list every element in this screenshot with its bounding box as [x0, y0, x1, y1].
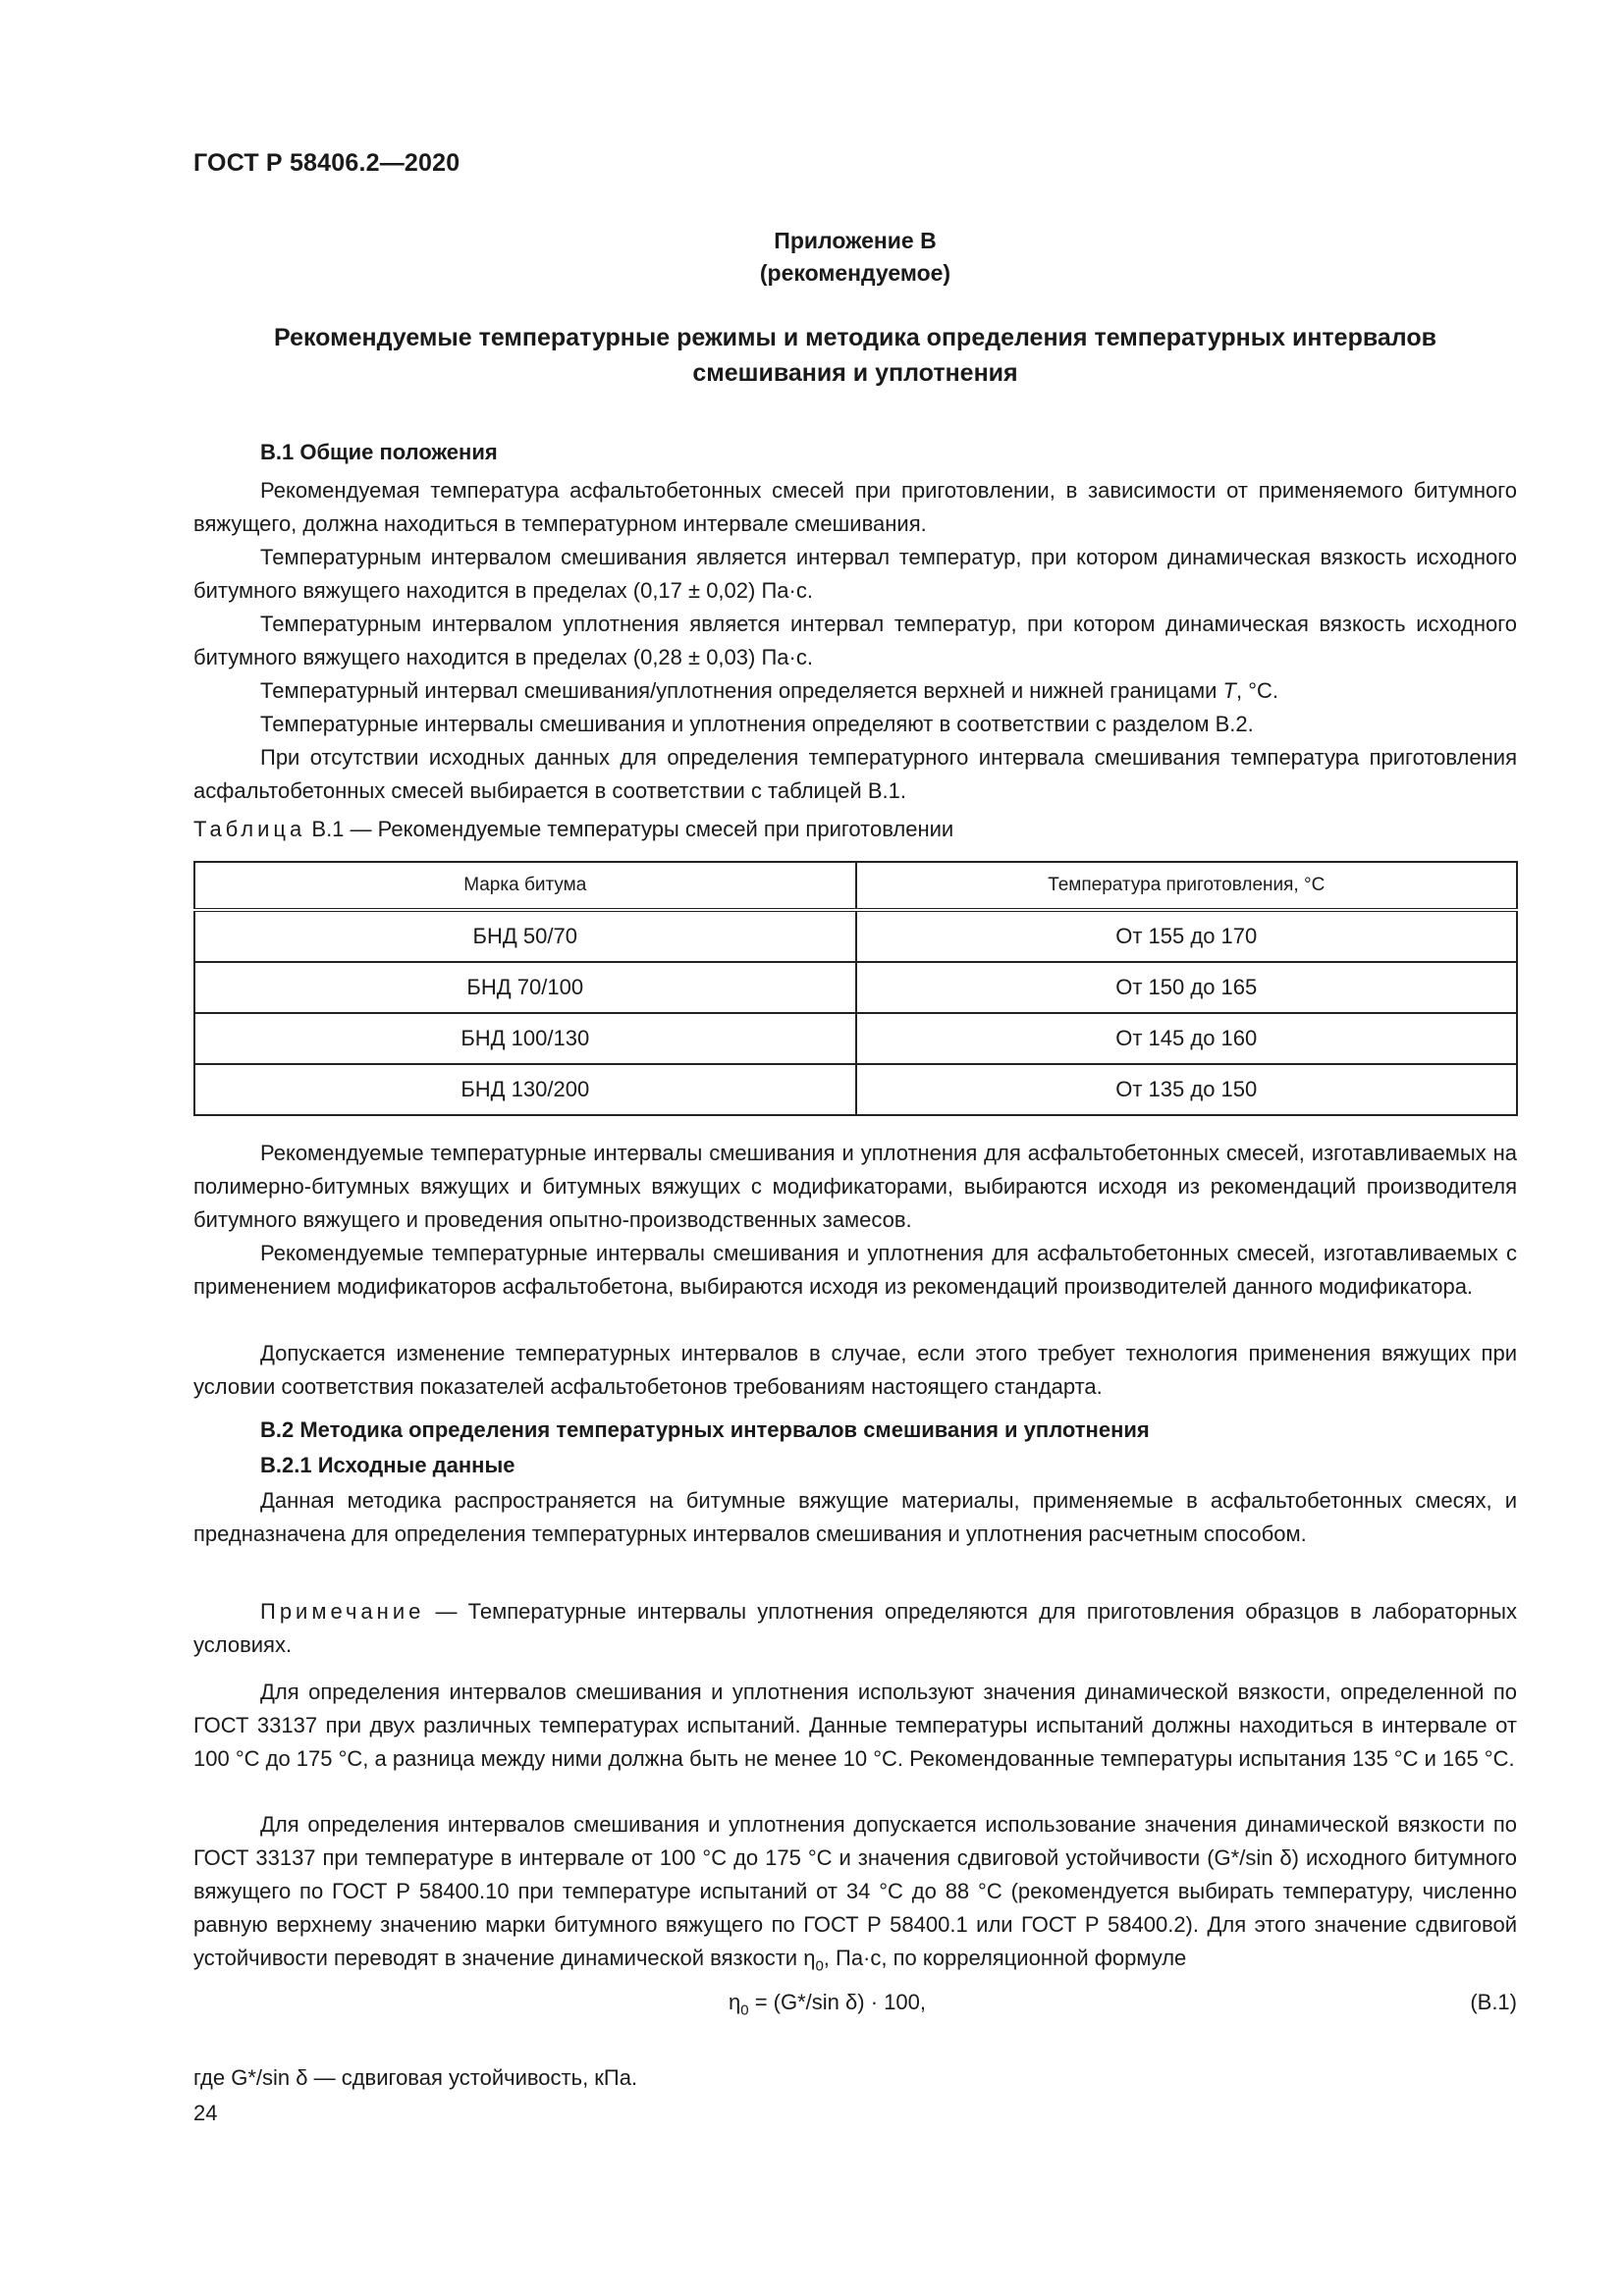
formula-eta-subscript: 0	[740, 2002, 749, 2019]
appendix-title: Приложение В	[774, 228, 937, 253]
after-table-paragraph-2: Рекомендуемые температурные интервалы смешивания и уплотнения для асфальтобетонных смесей, изготавливаемых с применением модификаторов асфальтобетона, выбираются исходя из рекомендаций производителей данного модификатора.	[193, 1241, 1517, 1299]
table-row	[194, 1013, 1517, 1064]
b1-paragraph-2: Температурным интервалом смешивания является интервал температур, при котором динамическая вязкость исходного битумного вяжущего находится в пределах (0,17 ± 0,02) Па·с.	[193, 545, 1517, 603]
section-b2-1-heading: В.2.1 Исходные данные	[260, 1453, 515, 1477]
document-header-code: ГОСТ Р 58406.2—2020	[193, 149, 460, 177]
table-caption	[193, 817, 953, 842]
document-title-line-1: Рекомендуемые температурные режимы и методика определения температурных интервалов	[274, 324, 1436, 351]
b1-paragraph-1: Рекомендуемая температура асфальтобетонных смесей при приготовлении, в зависимости от применяемого битумного вяжущего, должна находиться в температурном интервале смешивания.	[193, 478, 1517, 536]
appendix-status: (рекомендуемое)	[759, 260, 951, 286]
b1-paragraph-4-text: Температурный интервал смешивания/уплотнения определяется верхней и нижней границами	[260, 678, 1218, 703]
b1-paragraph-5: Температурные интервалы смешивания и уплотнения определяют в соответствии с разделом В.2.	[260, 712, 1254, 736]
table-row	[194, 962, 1517, 1013]
bitumen-temperature-table	[193, 861, 1518, 1116]
formula-number: (В.1)	[1470, 1990, 1517, 2014]
table-header-row	[194, 862, 1517, 910]
b2-paragraph-3-tail: , Па·с, по корреляционной формуле	[823, 1946, 1187, 1970]
cell-bitumen-grade: БНД 100/130	[194, 1013, 856, 1064]
column-header-bitumen-grade: Марка битума	[194, 862, 856, 910]
temperature-symbol: T	[1222, 678, 1236, 703]
note-label: Примечание	[260, 1599, 425, 1624]
cell-temperature: От 145 до 160	[856, 1013, 1518, 1064]
b2-paragraph-2: Для определения интервалов смешивания и уплотнения используют значения динамической вязкости, определенной по ГОСТ 33137 при двух различных температурах испытаний. Данные температуры испытаний должны находиться в интервале от 100 °С до 175 °С, а разница между ними должна быть не менее 10 °С. Рекомендованные температуры испытания 135 °С и 165 °С.	[193, 1680, 1517, 1771]
cell-bitumen-grade: БНД 70/100	[194, 962, 856, 1013]
after-table-paragraph-3: Допускается изменение температурных интервалов в случае, если этого требует технология применения вяжущих при условии соответствия показателей асфальтобетонов требованиям настоящего стандарта.	[193, 1341, 1517, 1399]
table-caption-label: Таблица	[193, 817, 306, 841]
document-title-line-2: смешивания и уплотнения	[692, 359, 1018, 387]
cell-bitumen-grade: БНД 50/70	[194, 910, 856, 962]
cell-temperature: От 150 до 165	[856, 962, 1518, 1013]
formula-rhs: = (G*/sin δ) · 100,	[748, 1990, 926, 2014]
b2-paragraph-1: Данная методика распространяется на битумные вяжущие материалы, применяемые в асфальтобетонных смесях, и предназначена для определения температурных интервалов смешивания и уплотнения расчетным способом.	[193, 1488, 1517, 1546]
b2-note	[193, 1595, 1517, 1662]
page-number: 24	[193, 2101, 218, 2125]
table-row	[194, 910, 1517, 962]
b1-paragraph-3: Температурным интервалом уплотнения является интервал температур, при котором динамическая вязкость исходного битумного вяжущего находится в пределах (0,28 ± 0,03) Па·с.	[193, 612, 1517, 669]
b1-paragraph-4	[193, 674, 1517, 708]
section-b1-heading: В.1 Общие положения	[260, 440, 498, 464]
temperature-unit: , °С.	[1236, 678, 1279, 703]
note-text: — Температурные интервалы уплотнения определяются для приготовления образцов в лабораторных условиях.	[193, 1599, 1517, 1657]
document-title	[193, 320, 1517, 391]
section-b2-heading: В.2 Методика определения температурных интервалов смешивания и уплотнения	[260, 1417, 1150, 1442]
b2-paragraph-3-text: Для определения интервалов смешивания и уплотнения допускается использование значения динамической вязкости по ГОСТ 33137 при температуре в интервале от 100 °С до 175 °С и значения сдвиговой устойчивости (G*/sin δ) исходного битумного вяжущего по ГОСТ Р 58400.10 при температуре испытаний от 34 °С до 88 °С (рекомендуется выбирать температуру, численно равную верхнему значению марки битумного вяжущего по ГОСТ Р 58400.1 или ГОСТ Р 58400.2). Для этого значение сдвиговой устойчивости переводят в значение динамической вязкости η	[193, 1812, 1517, 1970]
column-header-temperature: Температура приготовления, °С	[856, 862, 1518, 910]
formula-expression	[729, 1990, 926, 2018]
cell-bitumen-grade: БНД 130/200	[194, 1064, 856, 1115]
after-table-paragraph-1: Рекомендуемые температурные интервалы смешивания и уплотнения для асфальтобетонных смесей, изготавливаемых на полимерно-битумных вяжущих и битумных вяжущих с модификаторами, выбираются исходя из рекомендаций производителя битумного вяжущего и проведения опытно-производственных замесов.	[193, 1141, 1517, 1232]
appendix-heading	[193, 225, 1517, 290]
table-row	[194, 1064, 1517, 1115]
formula-eta: η	[729, 1990, 741, 2014]
b2-paragraph-3	[193, 1808, 1517, 1983]
cell-temperature: От 135 до 150	[856, 1064, 1518, 1115]
eta-subscript: 0	[815, 1957, 824, 1975]
cell-temperature: От 155 до 170	[856, 910, 1518, 962]
formula-where-line: где G*/sin δ — сдвиговая устойчивость, кПа.	[193, 2065, 638, 2090]
table-caption-text: В.1 — Рекомендуемые температуры смесей при приготовлении	[311, 817, 954, 841]
b1-paragraph-6: При отсутствии исходных данных для определения температурного интервала смешивания температура приготовления асфальтобетонных смесей выбирается в соответствии с таблицей В.1.	[193, 745, 1517, 803]
